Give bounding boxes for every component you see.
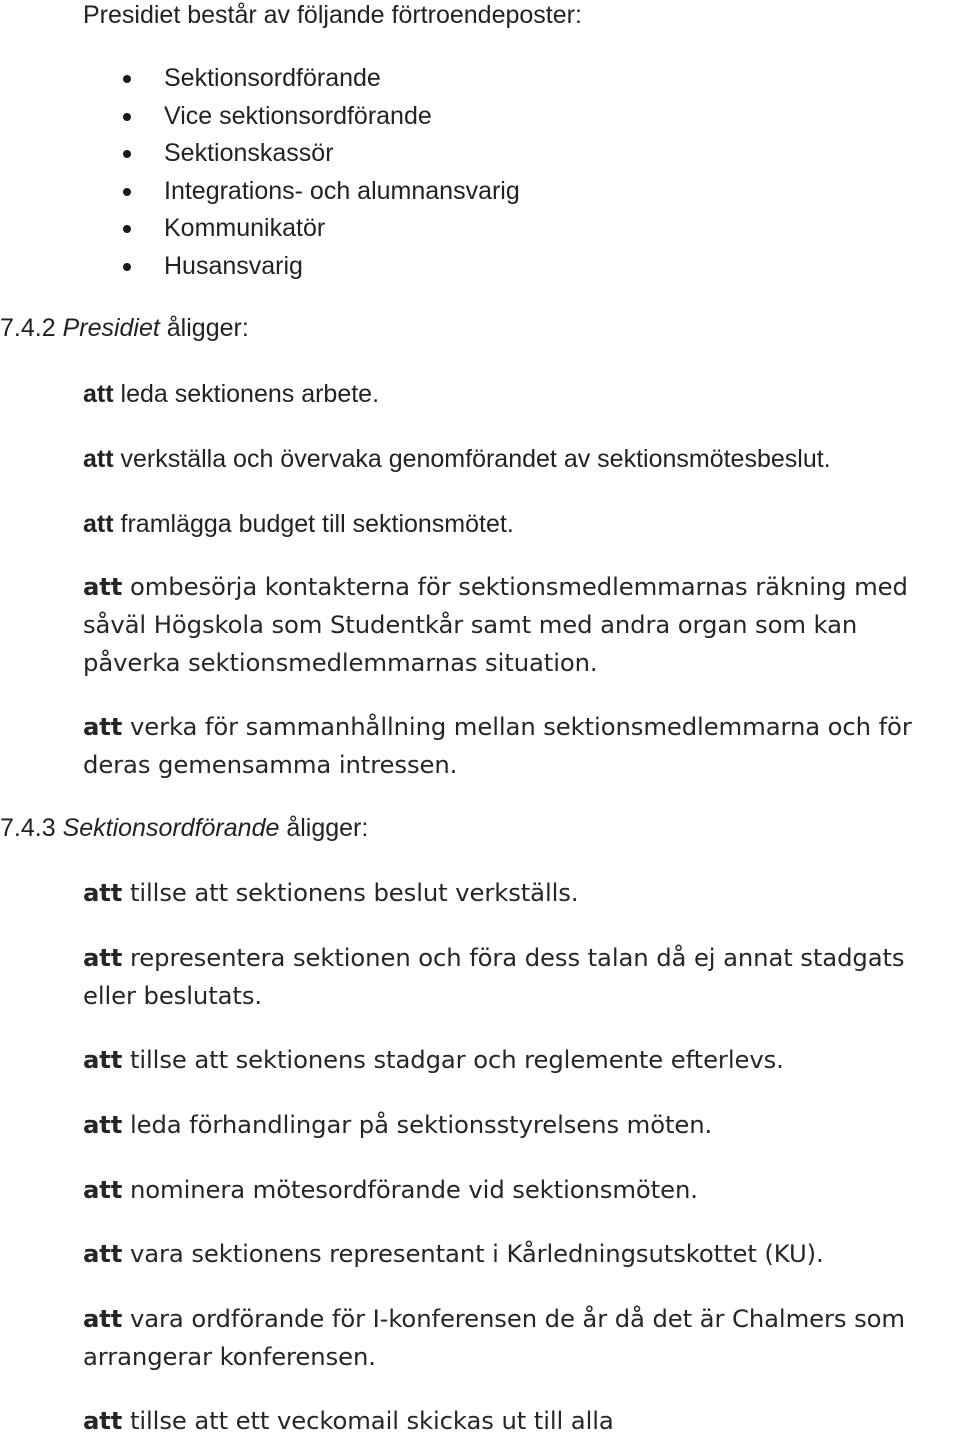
list-item bbox=[0, 98, 520, 136]
bullet-icon bbox=[123, 113, 131, 121]
bullet-icon bbox=[123, 263, 131, 271]
clause-keyword: att bbox=[83, 572, 123, 601]
clause-text: vara ordförande för I-konferensen de år då det är Chalmers som arrangerar konferensen. bbox=[83, 1304, 905, 1371]
clause-keyword: att bbox=[83, 878, 123, 907]
list-item bbox=[0, 248, 520, 286]
clause-item bbox=[83, 1235, 958, 1273]
clause-keyword: att bbox=[83, 510, 114, 538]
clause-item bbox=[83, 1171, 958, 1209]
list-item bbox=[0, 60, 520, 98]
section-number: 7.4.3 bbox=[0, 814, 56, 842]
clause-item bbox=[83, 1041, 958, 1079]
clause-text: ombesörja kontakterna för sektionsmedlemmarnas räkning med såväl Högskola som Studentkår samt med andra organ som kan påverka sektionsmedlemmarnas situation. bbox=[83, 572, 908, 677]
clause-item bbox=[83, 874, 958, 912]
section-suffix: åligger: bbox=[166, 314, 249, 342]
clause-item bbox=[83, 708, 958, 784]
clause-item bbox=[83, 505, 958, 543]
clause-keyword: att bbox=[83, 1045, 123, 1074]
section-suffix: åligger: bbox=[286, 814, 369, 842]
clause-text: tillse att sektionens stadgar och reglemente efterlevs. bbox=[129, 1045, 784, 1074]
roles-list bbox=[0, 60, 520, 286]
clause-item bbox=[83, 375, 958, 413]
list-item-label: Husansvarig bbox=[164, 251, 303, 280]
clause-text: leda förhandlingar på sektionsstyrelsens möten. bbox=[129, 1110, 713, 1139]
list-item-label: Vice sektionsordförande bbox=[164, 101, 432, 130]
clause-item bbox=[83, 568, 958, 682]
clause-text: representera sektionen och föra dess talan då ej annat stadgats eller beslutats. bbox=[83, 943, 905, 1010]
section-heading-742 bbox=[0, 313, 249, 343]
list-item-label: Kommunikatör bbox=[164, 214, 326, 243]
section-name: Presidiet bbox=[62, 314, 160, 342]
clause-item bbox=[83, 440, 958, 478]
clause-keyword: att bbox=[83, 712, 123, 741]
section-number: 7.4.2 bbox=[0, 314, 56, 342]
clause-keyword: att bbox=[83, 1175, 123, 1204]
clause-item bbox=[83, 1402, 958, 1440]
bullet-icon bbox=[123, 150, 131, 158]
clause-keyword: att bbox=[83, 943, 123, 972]
clause-keyword: att bbox=[83, 1239, 123, 1268]
clause-text: vara sektionens representant i Kårledningsutskottet (KU). bbox=[129, 1239, 824, 1268]
list-item-label: Sektionsordförande bbox=[164, 64, 381, 92]
clause-text: framlägga budget till sektionsmötet. bbox=[120, 510, 514, 538]
bullet-icon bbox=[123, 75, 131, 83]
clause-keyword: att bbox=[83, 445, 114, 473]
clause-keyword: att bbox=[83, 1406, 123, 1435]
list-item-label: Sektionskassör bbox=[164, 139, 334, 168]
clause-keyword: att bbox=[83, 1304, 123, 1333]
clause-text: nominera mötesordförande vid sektionsmöten. bbox=[129, 1175, 698, 1204]
clause-text: leda sektionens arbete. bbox=[120, 380, 380, 408]
clause-item bbox=[83, 1300, 958, 1376]
clause-keyword: att bbox=[83, 380, 114, 408]
clause-text: verka för sammanhållning mellan sektionsmedlemmarna och för deras gemensamma intressen. bbox=[83, 712, 912, 779]
clause-keyword: att bbox=[83, 1110, 123, 1139]
list-item-label: Integrations- och alumnansvarig bbox=[164, 176, 520, 205]
bullet-icon bbox=[123, 225, 131, 233]
clause-item bbox=[83, 939, 958, 1015]
clause-text: tillse att ett veckomail skickas ut till alla bbox=[129, 1406, 614, 1435]
clause-text: tillse att sektionens beslut verkställs. bbox=[129, 878, 579, 907]
list-item bbox=[0, 210, 520, 248]
section-name: Sektionsordförande bbox=[62, 814, 280, 842]
intro-text: Presidiet består av följande förtroendeposter: bbox=[83, 1, 582, 29]
clause-text: verkställa och övervaka genomförandet av sektionsmötesbeslut. bbox=[120, 445, 831, 473]
list-item bbox=[0, 173, 520, 211]
section-heading-743 bbox=[0, 813, 368, 843]
list-item bbox=[0, 135, 520, 173]
bullet-icon bbox=[123, 188, 131, 196]
clause-item bbox=[83, 1106, 958, 1144]
